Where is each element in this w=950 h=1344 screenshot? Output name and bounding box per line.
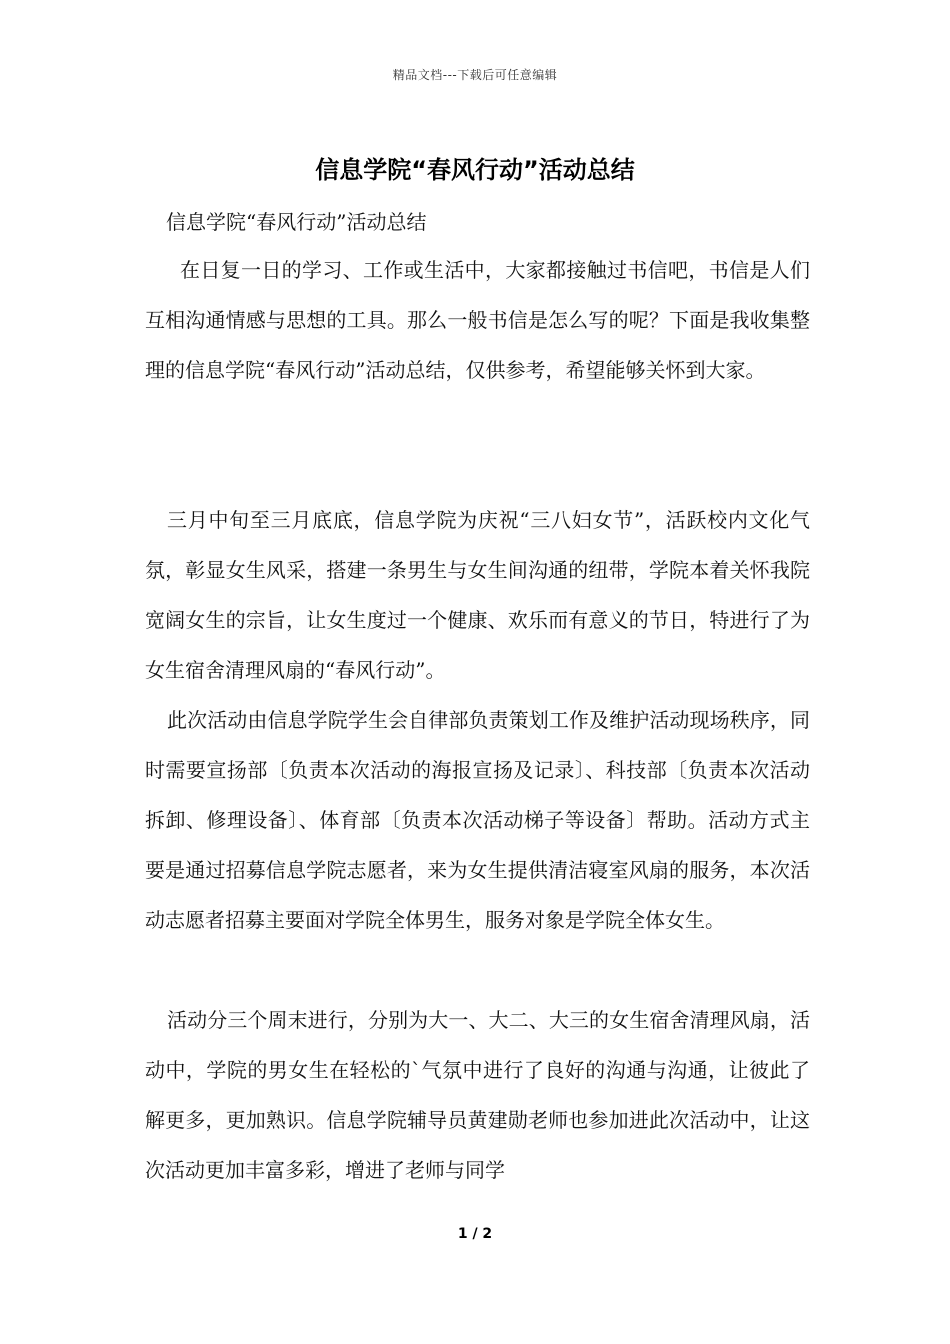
header-note: 精品文档---下载后可任意编辑 (392, 68, 558, 82)
document-subtitle: 信息学院“春风行动”活动总结 (166, 210, 427, 234)
paragraph-background: 三月中旬至三月底底，信息学院为庆祝“三八妇女节”，活跃校内文化气氛，彰显女生风采，搭建一条男生与女生间沟通的纽带，学院本着关怀我院宽阔女生的宗旨，让女生度过一个健康、欢乐而有意义的节日，特进行了为女生宿舍清理风扇的“春风行动”。 (145, 508, 810, 682)
paragraph-activity: 活动分三个周末进行，分别为大一、大二、大三的女生宿舍清理风扇，活动中，学院的男女生在轻松的`气氛中进行了良好的沟通与沟通，让彼此了解更多，更加熟识。信息学院辅导员黄建勋老师也参加进此次活动中，让这次活动更加丰富多彩，增进了老师与同学 (145, 1008, 810, 1182)
paragraph-organization: 此次活动由信息学院学生会自律部负责策划工作及维护活动现场秩序，同时需要宣扬部〔负责本次活动的海报宣扬及记录〕、科技部〔负责本次活动拆卸、修理设备〕、体育部〔负责本次活动梯子等设备〕帮助。活动方式主要是通过招募信息学院志愿者，来为女生提供清洁寝室风扇的服务，本次活动志愿者招募主要面对学院全体男生，服务对象是学院全体女生。 (145, 708, 810, 932)
page-number: 1 / 2 (457, 1226, 493, 1242)
document-title: 信息学院“春风行动”活动总结 (315, 156, 635, 184)
paragraph-intro: 在日复一日的学习、工作或生活中，大家都接触过书信吧，书信是人们互相沟通情感与思想的工具。那么一般书信是怎么写的呢？下面是我收集整理的信息学院“春风行动”活动总结，仅供参考，希望能够关怀到大家。 (145, 258, 810, 382)
